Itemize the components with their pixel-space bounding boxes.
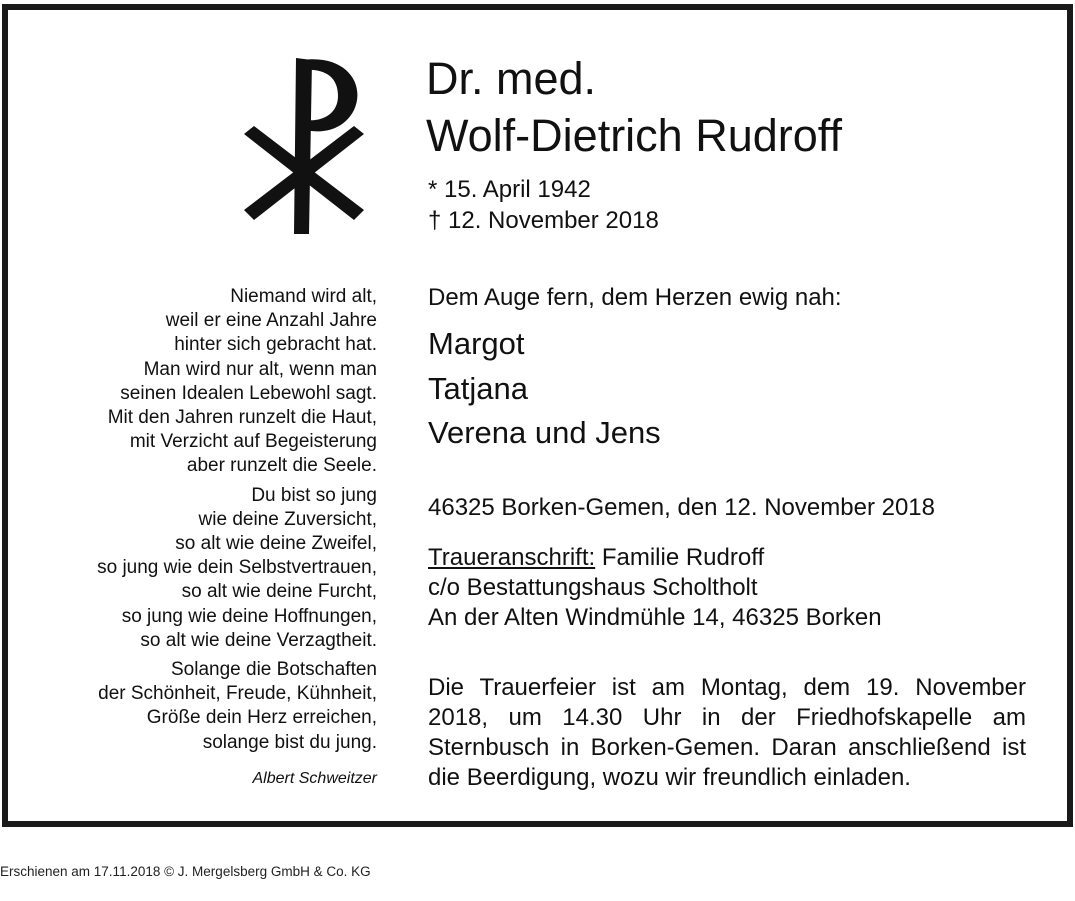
death-date: † 12. November 2018	[428, 207, 659, 234]
poem-line: weil er eine Anzahl Jahre	[165, 310, 377, 332]
poem-line: solange bist du jung.	[202, 731, 377, 753]
poem-stanza	[17, 658, 377, 755]
mourners-list	[428, 322, 661, 456]
poem-line: mit Verzicht auf Begeisterung	[129, 431, 377, 453]
address-line-3: An der Alten Windmühle 14, 46325 Borken	[428, 604, 882, 631]
poem-line: so jung wie deine Hoffnungen,	[121, 605, 377, 627]
ceremony-info: Die Trauerfeier ist am Montag, dem 19. November 2018, um 14.30 Uhr in der Friedhofskapelle am Sternbusch in Borken-Gemen. Daran anschließend ist die Beerdigung, wozu wir freundlich einladen.	[428, 674, 1026, 791]
birth-date: * 15. April 1942	[428, 176, 591, 203]
poem-line: Niemand wird alt,	[230, 286, 377, 307]
poem-line: seinen Idealen Lebewohl sagt.	[120, 382, 377, 404]
poem	[17, 285, 377, 760]
poem-line: Du bist so jung	[251, 484, 377, 506]
poem-line: der Schönheit, Freude, Kühnheit,	[98, 683, 377, 705]
address-line-2: c/o Bestattungshaus Scholtholt	[428, 574, 758, 601]
poem-line: hinter sich gebracht hat.	[174, 334, 377, 356]
mourner-name: Tatjana	[428, 370, 528, 406]
deceased-name: Wolf-Dietrich Rudroff	[426, 110, 842, 161]
mourner-name: Verena und Jens	[428, 415, 661, 450]
poem-line: Man wird nur alt, wenn man	[143, 358, 377, 380]
poem-line: Mit den Jahren runzelt die Haut,	[107, 407, 377, 429]
poem-line: so alt wie deine Verzagtheit.	[140, 629, 377, 651]
poem-author: Albert Schweitzer	[252, 770, 377, 787]
poem-line: so alt wie deine Zweifel,	[175, 533, 377, 555]
academic-title: Dr. med.	[426, 53, 597, 104]
poem-stanza	[17, 285, 377, 479]
poem-line: Größe dein Herz erreichen,	[146, 707, 377, 729]
farewell-line: Dem Auge fern, dem Herzen ewig nah:	[428, 284, 842, 311]
poem-line: aber runzelt die Seele.	[186, 455, 377, 477]
poem-line: so jung wie dein Selbstvertrauen,	[97, 557, 377, 579]
poem-line: so alt wie deine Furcht,	[181, 581, 377, 603]
poem-line: Solange die Botschaften	[171, 659, 377, 681]
address-family: Familie Rudroff	[595, 544, 765, 571]
poem-line: wie deine Zuversicht,	[198, 508, 377, 530]
mourning-address	[428, 543, 882, 633]
poem-stanza	[17, 484, 377, 653]
place-date: 46325 Borken-Gemen, den 12. November 2018	[428, 494, 935, 521]
chi-rho-icon	[238, 54, 370, 238]
publication-footer: Erschienen am 17.11.2018 © J. Mergelsberg GmbH & Co. KG	[0, 864, 371, 879]
life-dates	[428, 174, 659, 236]
address-line-1	[428, 543, 882, 573]
address-label: Traueranschrift:	[428, 544, 596, 571]
deceased-name-block	[426, 50, 842, 164]
mourner-name: Margot	[428, 326, 525, 361]
